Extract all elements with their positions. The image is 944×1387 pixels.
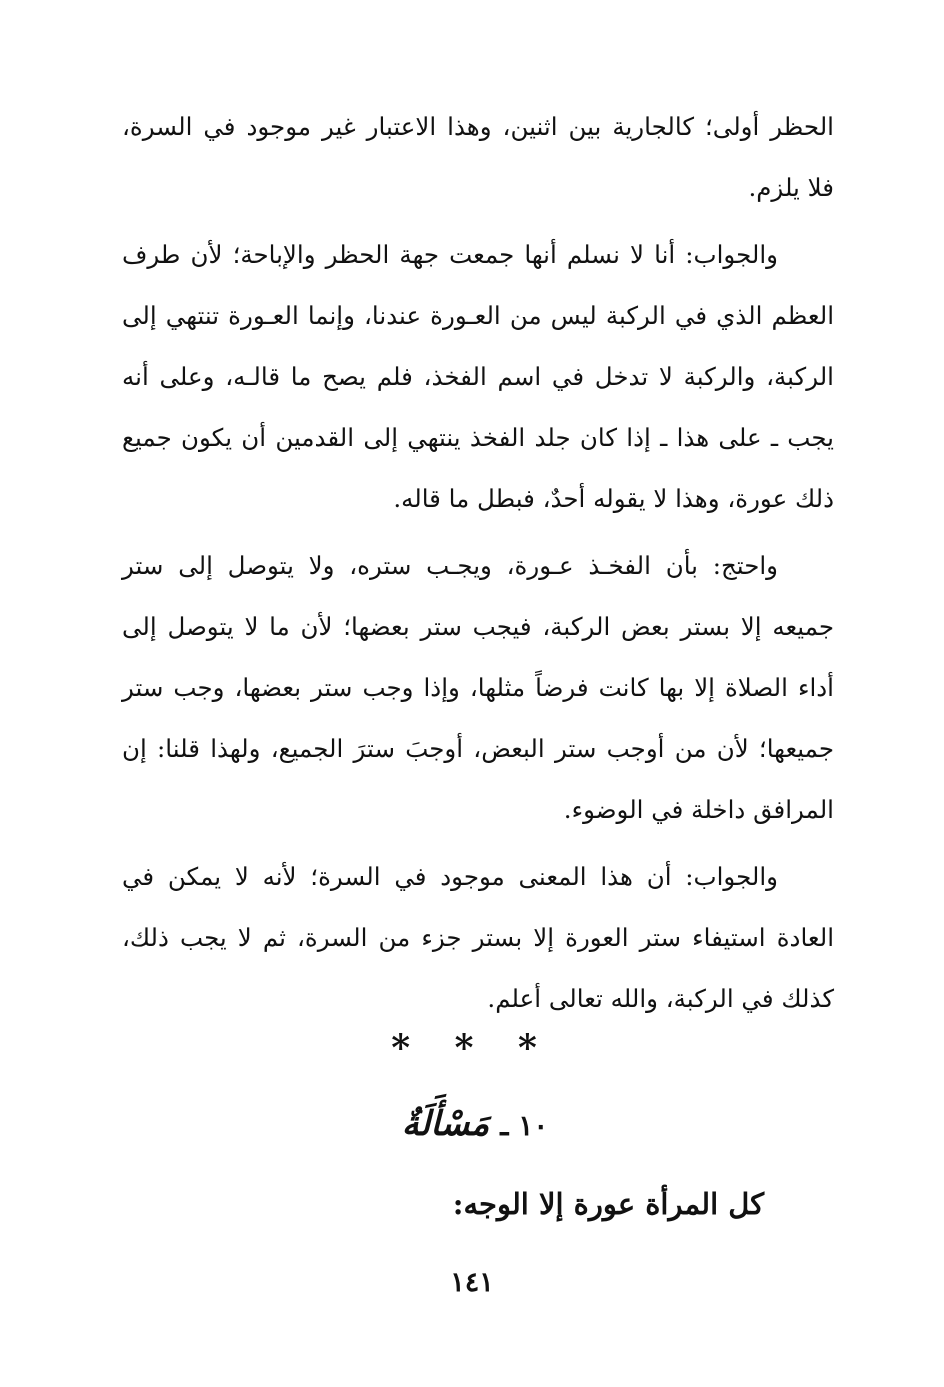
masala-title	[0, 1098, 944, 1156]
paragraph-continuation: الحظر أولى؛ كالجارية بين اثنين، وهذا الاعتبار غير موجود في السرة، فلا يلزم.	[122, 112, 834, 202]
paragraph-argument: واحتج: بأن الفخـذ عـورة، ويجـب ستره، ولا يتوصل إلى ستر جميعه إلا بستر بعض الركبة، فيجب ستر بعضها؛ لأن ما لا يتوصل إلى أداء الصلاة إلا بها كانت فرضاً مثلها، وإذا وجب ستر بعضها، وجب ستر جميعها؛ لأن من أوجب ستر البعض، أوجبَ سترَ الجميع، ولهذا قلنا: إن المرافق داخلة في الوضوء.	[122, 551, 834, 824]
masala-number: ١٠ ـ	[500, 1109, 549, 1142]
body-text	[122, 96, 834, 1029]
paragraph-answer-knee: والجواب: أنا لا نسلم أنها جمعت جهة الحظر والإباحة؛ لأن طرف العظم الذي في الركبة ليس من العـورة عندنا، وإنما العـورة تنتهي إلى الركبة، والركبة لا تدخل في اسم الفخذ، فلم يصح ما قالـه، وعلى أنه يجب ـ على هذا ـ إذا كان جلد الفخذ ينتهي إلى القدمين أن يكون جميع ذلك عورة، وهذا لا يقوله أحدٌ، فبطل ما قاله.	[122, 240, 834, 513]
section-heading: كل المرأة عورة إلا الوجه:	[452, 1187, 764, 1221]
paragraph-answer-navel: والجواب: أن هذا المعنى موجود في السرة؛ لأنه لا يمكن في العادة استيفاء ستر العورة إلا بستر جزء من السرة، ثم لا يجب ذلك، كذلك في الركبة، والله تعالى أعلم.	[122, 862, 834, 1013]
masala-label: مَسْأَلَةٌ	[401, 1104, 490, 1144]
section-separator: * * *	[391, 1027, 553, 1069]
page-number: ١٤١	[450, 1267, 494, 1298]
